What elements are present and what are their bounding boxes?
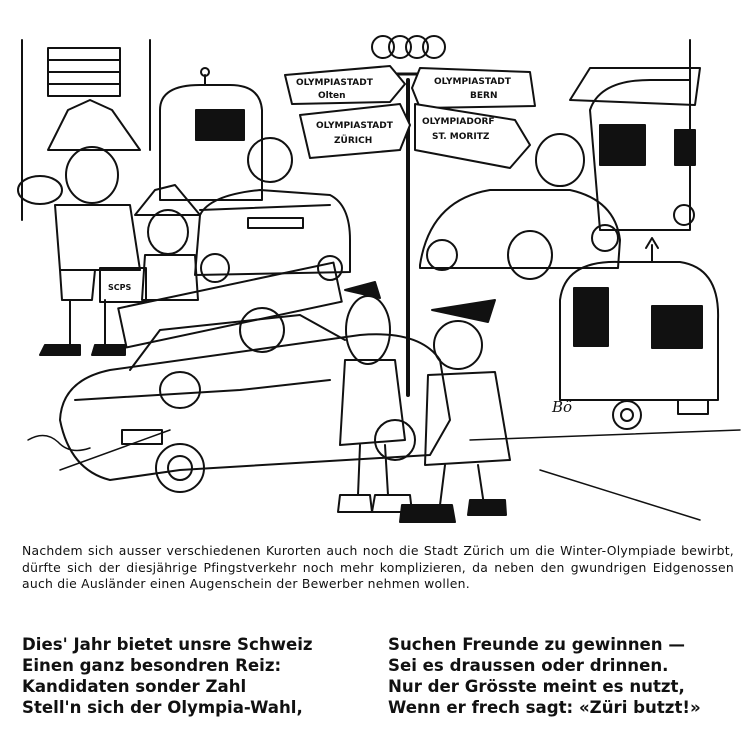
car-upper-right bbox=[420, 190, 620, 270]
scout-child-figure bbox=[135, 185, 200, 300]
car-front bbox=[60, 263, 450, 492]
verse-right-line-4: Wenn er frech sagt: «Züri butzt!» bbox=[388, 698, 701, 717]
verse-right-column bbox=[388, 634, 701, 718]
verse-left-column bbox=[22, 634, 313, 718]
sign-2-line1: OLYMPIASTADT bbox=[434, 77, 511, 87]
sign-1-line1: OLYMPIASTADT bbox=[296, 78, 373, 88]
sign-3-line2: ZÜRICH bbox=[334, 136, 373, 146]
sign-3-line1: OLYMPIASTADT bbox=[316, 121, 393, 131]
verse-right-line-3: Nur der Grösste meint es nutzt, bbox=[388, 677, 685, 696]
sign-4-line2: ST. MORITZ bbox=[432, 132, 490, 142]
verse-left-line-4: Stell'n sich der Olympia-Wahl, bbox=[22, 698, 303, 717]
suitcase-label: SCPS bbox=[108, 283, 132, 292]
car-upper-middle bbox=[195, 190, 350, 282]
sign-1-line2: Olten bbox=[318, 91, 346, 101]
scout-leader-figure bbox=[18, 100, 146, 355]
hiker-figures bbox=[160, 134, 584, 522]
caravan-left bbox=[160, 68, 262, 200]
sign-2-line2: BERN bbox=[470, 91, 498, 101]
cartoon-caption: Nachdem sich ausser verschiedenen Kurorten auch noch die Stadt Zürich um die Winter-Olympiade bewirbt, dürfte sich der diesjährige Pfingstverkehr noch mehr komplizieren, da neben den gwundrigen Eidgenossen auch die Ausländer einen Augenschein der Bewerber nehmen wollen. bbox=[22, 543, 734, 592]
verse-right-line-1: Suchen Freunde zu gewinnen — bbox=[388, 635, 685, 654]
verse-left-line-2: Einen ganz besondren Reiz: bbox=[22, 656, 282, 675]
verse-left-line-3: Kandidaten sonder Zahl bbox=[22, 677, 247, 696]
sign-4-line1: OLYMPIADORF bbox=[422, 117, 495, 127]
artist-signature: Bö bbox=[552, 398, 573, 416]
verse-right-line-2: Sei es draussen oder drinnen. bbox=[388, 656, 669, 675]
trailer-front-right bbox=[560, 238, 718, 429]
caravan-right-back bbox=[570, 68, 700, 230]
verse-left-line-1: Dies' Jahr bietet unsre Schweiz bbox=[22, 635, 313, 654]
